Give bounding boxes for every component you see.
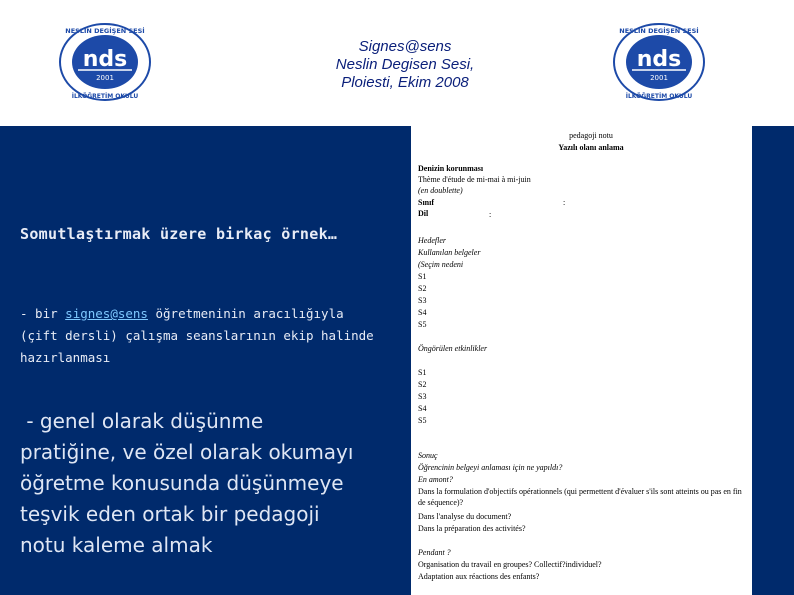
doc-subject: Denizin korunması bbox=[418, 164, 484, 173]
logo-bottom-text: İLKÖĞRETİM OKULU bbox=[71, 93, 139, 100]
logo-top-text: NESLİN DEGİŞEN SESİ bbox=[619, 27, 699, 35]
title-line: Neslin Degisen Sesi, bbox=[335, 56, 475, 73]
doc-doublette: (en doublette) bbox=[418, 186, 463, 195]
bullet-text bbox=[20, 303, 400, 369]
doc-hedefler: Hedefler bbox=[418, 236, 446, 245]
doc-colon: : bbox=[489, 210, 492, 219]
doc-sinif: Sınıf bbox=[418, 198, 435, 207]
logo-bottom-text: İLKÖĞRETİM OKULU bbox=[625, 93, 693, 100]
doc-question: Dans l'analyse du document? bbox=[418, 512, 512, 521]
pedagogy-note-document bbox=[411, 126, 752, 595]
paragraph bbox=[20, 406, 390, 561]
doc-subtitle: Yazılı olanı anlama bbox=[558, 143, 624, 152]
logo-top-text: NESLİN DEGİŞEN SESİ bbox=[65, 27, 145, 35]
doc-theme: Thème d'étude de mi-mai à mi-juin bbox=[418, 175, 531, 184]
bullet-line: hazırlanması bbox=[20, 350, 111, 365]
para-line: öğretme konusunda düşünmeye bbox=[20, 471, 344, 495]
doc-step: S5 bbox=[418, 320, 427, 329]
doc-question: Dans la préparation des activités? bbox=[418, 524, 526, 533]
doc-step: S3 bbox=[418, 296, 427, 305]
title-line: Ploiesti, Ekim 2008 bbox=[341, 74, 469, 91]
bullet-line: (çift dersli) çalışma seanslarının ekip halinde bbox=[20, 328, 374, 343]
logo-year: 2001 bbox=[650, 74, 668, 82]
doc-step: S1 bbox=[418, 272, 427, 281]
doc-step: S1 bbox=[418, 368, 427, 377]
signes-sens-link[interactable]: signes@sens bbox=[65, 306, 148, 321]
doc-belgeler: Kullanılan belgeler bbox=[418, 248, 481, 257]
bullet-post: öğretmeninin aracılığıyla bbox=[147, 306, 344, 321]
doc-step: S2 bbox=[418, 284, 427, 293]
doc-step: S4 bbox=[418, 308, 427, 317]
doc-question: Adaptation aux réactions des enfants? bbox=[418, 572, 540, 581]
nds-logo-left bbox=[58, 22, 152, 102]
bullet-pre: bir bbox=[27, 306, 66, 321]
doc-step: S4 bbox=[418, 404, 427, 413]
slide-heading: Somutlaştırmak üzere birkaç örnek… bbox=[20, 225, 338, 243]
doc-question: Dans la formulation d'objectifs opérationnels (qui permettent d'évaluer s'ils sont atteints ou pas en fin de séquence)? bbox=[418, 487, 742, 507]
para-line: notu kaleme almak bbox=[20, 533, 213, 557]
title-line: Signes@sens bbox=[358, 38, 452, 55]
doc-question: Öğrencinin belgeyi anlaması için ne yapıldı? bbox=[418, 463, 563, 472]
para-line: pratiğine, ve özel olarak okumayı bbox=[20, 440, 354, 464]
page-title bbox=[250, 38, 560, 92]
doc-step: S5 bbox=[418, 416, 427, 425]
doc-question: En amont? bbox=[418, 475, 453, 484]
doc-sonuc: Sonuç bbox=[418, 451, 438, 460]
doc-question: Organisation du travail en groupes? Collectif?individuel? bbox=[418, 560, 602, 569]
para-line: - genel olarak düşünme bbox=[20, 409, 264, 433]
bullet-dash: - bbox=[20, 306, 28, 321]
doc-secim: (Seçim nedeni bbox=[418, 260, 464, 269]
logo-year: 2001 bbox=[96, 74, 114, 82]
doc-ongorulen: Öngörülen etkinlikler bbox=[418, 344, 488, 353]
doc-step: S2 bbox=[418, 380, 427, 389]
doc-title: pedagoji notu bbox=[569, 131, 613, 140]
doc-pendant: Pendant ? bbox=[418, 548, 451, 557]
header-band bbox=[0, 0, 794, 126]
para-line: teşvik eden ortak bir pedagoji bbox=[20, 502, 320, 526]
doc-dil: Dil bbox=[418, 209, 429, 218]
doc-colon: : bbox=[563, 198, 566, 207]
doc-step: S3 bbox=[418, 392, 427, 401]
logo-mark: nds bbox=[82, 47, 128, 72]
nds-logo-right bbox=[612, 22, 706, 102]
logo-mark: nds bbox=[636, 47, 682, 72]
